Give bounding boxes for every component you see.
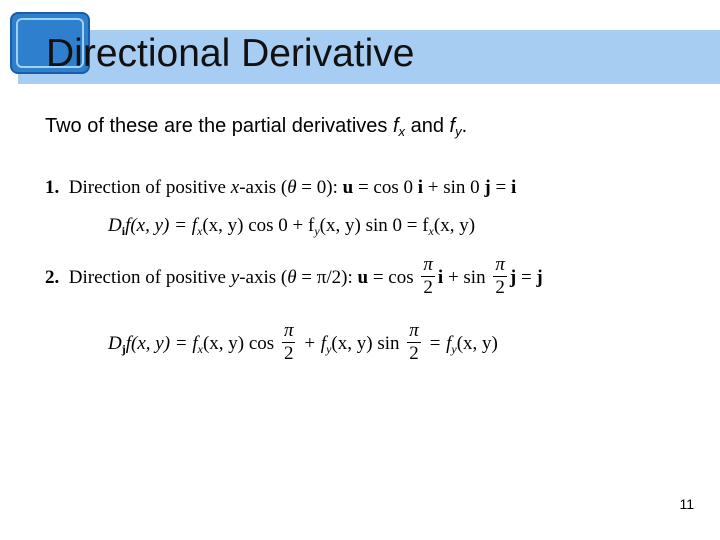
- page-number: 11: [679, 496, 694, 512]
- item-1-direction: 1. Direction of positive x-axis (θ = 0): u = cos 0 i + sin 0 j = i: [45, 177, 517, 198]
- item-2-formula: $D_jf(x$, $y) = f_x(x$, y) cos $\frac{\pi}{2}$ + $f_y(x$, y) sin $\frac{\pi}{2}$ = $f_y(x$, y): [108, 320, 498, 364]
- fraction-pi-over-2: $\frac{\pi}{2}$: [423, 254, 433, 298]
- item-1-formula: $D_if(x$, $y) = f_x(x$, y) $\cos 0 + f_y(x$, y) $\sin 0 = f_x(x$, y): [108, 215, 476, 238]
- item-2-direction: 2. Direction of positive y-axis (θ = π/2): u = cos $\frac{\pi}{2}$ i + sin $\frac{\pi}{2}$ j = j: [45, 254, 543, 298]
- intro-text: Two of these are the partial derivatives $f_x$ and $f_y$.: [45, 115, 468, 139]
- fraction-pi-over-2: $\frac{\pi}{2}$: [283, 320, 294, 364]
- fraction-pi-over-2: $\frac{\pi}{2}$: [495, 254, 505, 298]
- fraction-pi-over-2: $\frac{\pi}{2}$: [409, 320, 419, 364]
- slide-title: Directional Derivative: [46, 32, 415, 75]
